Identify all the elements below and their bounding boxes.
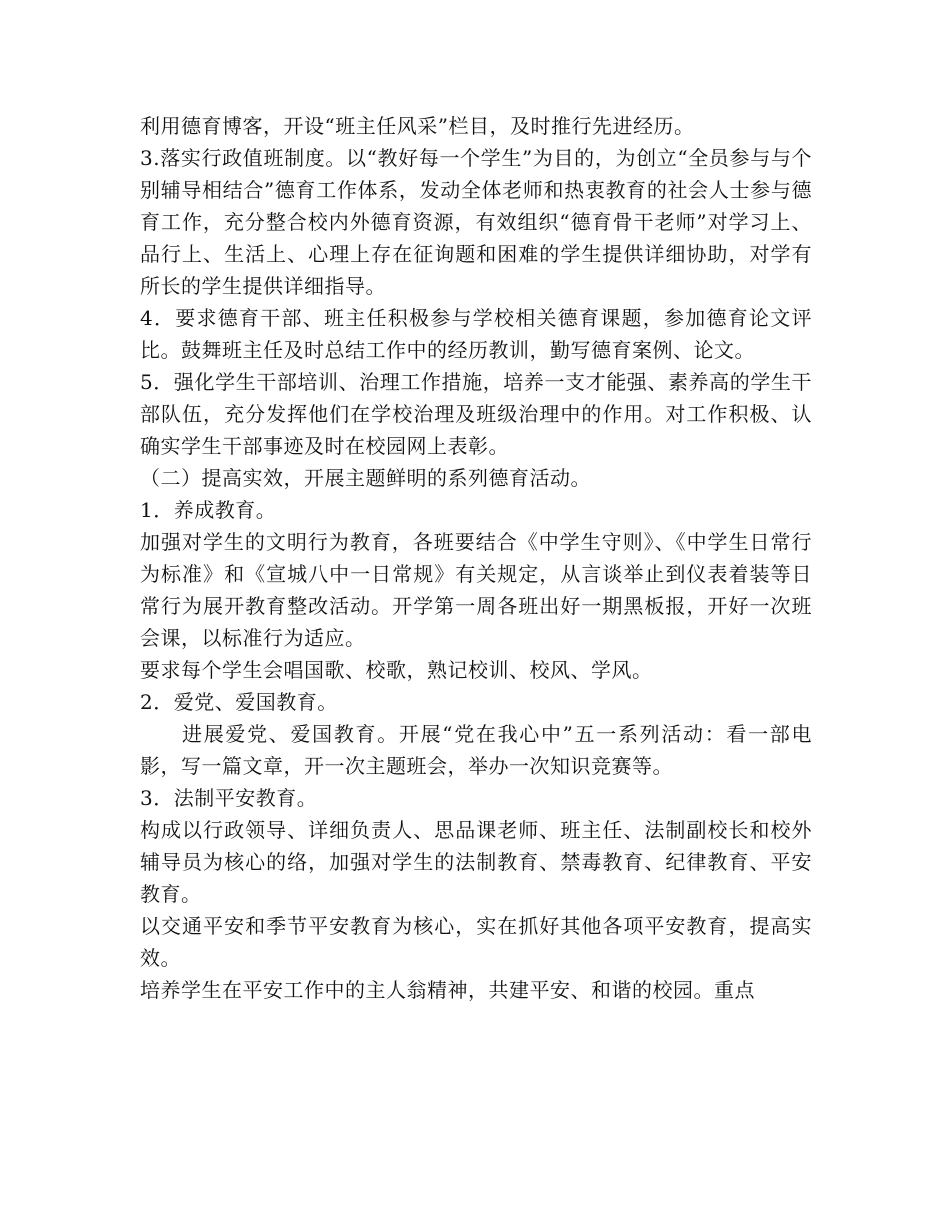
subheading-2: 2．爱党、爱国教育。: [140, 690, 338, 714]
paragraph-4: 5．强化学生干部培训、治理工作措施，培养一支才能强、素养高的学生干部队伍，充分发挥他们在学校治理及班级治理中的作用。对工作积极、认确实学生干部事迹及时在校园网上表彰。: [140, 370, 812, 458]
paragraph-7: 进展爱党、爱国教育。开展“党在我心中”五一系列活动：看一部电影，写一篇文章，开一次主题班会，举办一次知识竞赛等。: [140, 722, 812, 778]
section-heading: （二）提高实效，开展主题鲜明的系列德育活动。: [140, 466, 591, 490]
subheading-1: 1．养成教育。: [140, 498, 277, 522]
paragraph-5: 加强对学生的文明行为教育，各班要结合《中学生守则》、《中学生日常行为标准》和《宣城八中一日常规》有关规定，从言谈举止到仪表着装等日常行为展开教育整改活动。开学第一周各班出好一期黑板报，开好一次班会课，以标准行为适应。: [140, 530, 812, 650]
paragraph-6: 要求每个学生会唱国歌、校歌，熟记校训、校风、学风。: [140, 658, 653, 682]
subheading-3: 3．法制平安教育。: [140, 786, 318, 810]
paragraph-2: 3.落实行政值班制度。以“教好每一个学生”为目的，为创立“全员参与与个别辅导相结合”德育工作体系，发动全体老师和热衷教育的社会人士参与德育工作，充分整合校内外德育资源，有效组织“德育骨干老师”对学习上、品行上、生活上、心理上存在征询题和困难的学生提供详细协助，对学有所长的学生提供详细指导。: [140, 146, 812, 298]
paragraph-10: 培养学生在平安工作中的主人翁精神，共建平安、和谐的校园。重点: [140, 978, 755, 1002]
paragraph-8: 构成以行政领导、详细负责人、思品课老师、班主任、法制副校长和校外辅导员为核心的络，加强对学生的法制教育、禁毒教育、纪律教育、平安教育。: [140, 818, 812, 906]
document-page: [140, 110, 812, 1006]
paragraph-1: 利用德育博客，开设“班主任风采”栏目，及时推行先进经历。: [140, 114, 695, 138]
paragraph-9: 以交通平安和季节平安教育为核心，实在抓好其他各项平安教育，提高实效。: [140, 914, 812, 970]
paragraph-3: 4．要求德育干部、班主任积极参与学校相关德育课题，参加德育论文评比。鼓舞班主任及时总结工作中的经历教训，勤写德育案例、论文。: [140, 306, 812, 362]
